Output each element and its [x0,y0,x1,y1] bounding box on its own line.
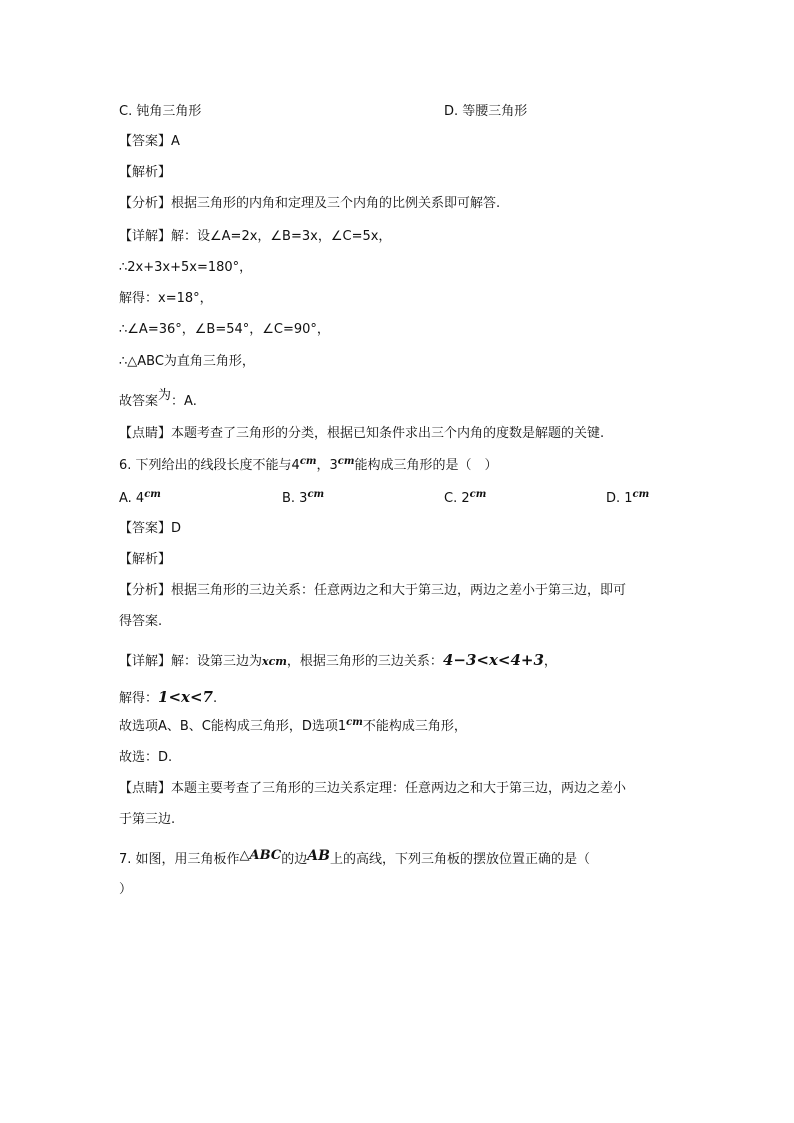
q6-option-line-a: 故选项A、B、C能构成三角形，D选项1 [119,719,347,734]
q6-fenxi-line-1: 【分析】根据三角形的三边关系：任意两边之和大于第三边，两边之差小于第三边，即可 [119,583,627,598]
q5-xiangjie: 【详解】解：设∠A=2x，∠B=3x，∠C=5x， [119,229,392,244]
q6-stem-a: 6. 下列给出的线段长度不能与4 [119,458,300,473]
q5-equation-3: ∴∠A=36°，∠B=54°，∠C=90°， [119,322,330,337]
q6-xiangjie-var: xcm [262,655,287,668]
q6-solve-b: . [212,691,218,706]
q6-stem-unit-2: cm [337,456,355,467]
q6-answer: 【答案】D [119,521,182,536]
q6-dianjing-line-2: 于第三边. [119,812,176,827]
q6-stem [119,457,497,476]
q5-option-c: C. 钝角三角形 [119,104,202,119]
q6-option-line-b: 不能构成三角形， [362,719,467,734]
q7-stem-ab: AB [307,848,330,864]
q6-option-a-unit: cm [144,489,161,500]
q5-conclusion-c: ：A. [171,394,197,409]
q5-equation-4: ∴△ABC为直角三角形， [119,354,255,369]
q6-option-c [444,490,486,509]
q6-solve-a: 解得： [119,691,159,706]
q6-xiangjie-c: ， [543,654,557,669]
q6-analysis-head: 【解析】 [119,552,172,567]
q6-xiangjie-b: ，根据三角形的三边关系： [286,654,443,669]
q5-analysis-head: 【解析】 [119,165,172,180]
q6-solve-ineq: 1<x<7 [158,688,213,706]
q5-conclusion-a: 故答案 [119,394,159,409]
q7-stem [119,850,590,869]
q7-stem-triangle: △ABC [239,848,282,863]
q5-conclusion [119,388,197,411]
q5-equation-1: ∴2x+3x+5x=180°， [119,260,253,275]
q6-option-d [606,490,649,509]
q6-xiangjie-ineq: 4−3<x<4+3 [442,651,544,669]
q6-choose: 故选：D. [119,750,173,765]
q7-stem-a: 7. 如图，用三角板作 [119,852,240,867]
q6-solve [119,688,217,708]
q5-equation-2: 解得：x=18°， [119,291,213,306]
q5-fenxi: 【分析】根据三角形的内角和定理及三个内角的比例关系即可解答. [119,196,501,211]
q6-option-d-unit: cm [632,489,650,500]
q7-stem-c: 上的高线，下列三角板的摆放位置正确的是（ [329,852,590,867]
q6-option-b-label: B. 3 [282,491,308,506]
q5-answer: 【答案】A [119,134,180,149]
q6-option-line-unit: cm [346,717,363,728]
q6-stem-b: ，3 [316,458,338,473]
q6-option-a-label: A. 4 [119,491,145,506]
q6-option-line [119,718,467,737]
q6-fenxi-line-2: 得答案. [119,614,163,629]
q6-dianjing-line-1: 【点睛】本题主要考查了三角形的三边关系定理：任意两边之和大于第三边，两边之差小 [119,781,627,796]
q6-option-c-unit: cm [469,489,487,500]
q7-stem-end: ） [119,882,133,897]
q7-stem-b: 的边 [281,852,308,867]
q6-option-b-unit: cm [307,489,325,500]
q5-conclusion-b: 为 [158,388,172,403]
q6-option-c-label: C. 2 [444,491,470,506]
q6-option-a [119,490,161,509]
q6-xiangjie-a: 【详解】解：设第三边为 [119,654,263,669]
q6-option-b [282,490,324,509]
q6-stem-unit-1: cm [299,456,317,467]
q6-stem-c: 能构成三角形的是（ ） [354,458,498,473]
q6-option-d-label: D. 1 [606,491,633,506]
q5-dianjing: 【点睛】本题考查了三角形的分类，根据已知条件求出三个内角的度数是解题的关键. [119,426,605,441]
q5-option-d: D. 等腰三角形 [444,104,528,119]
q6-xiangjie [119,651,557,671]
